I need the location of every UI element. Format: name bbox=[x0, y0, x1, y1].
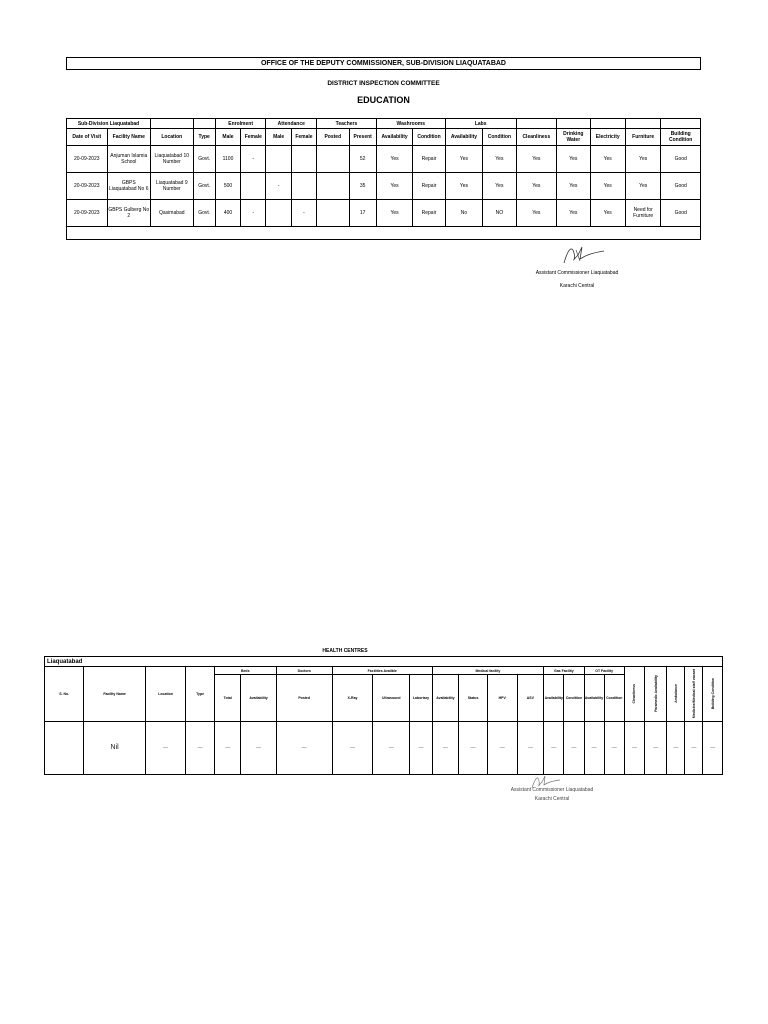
table-cell: — bbox=[667, 722, 685, 775]
column-header: Condition bbox=[604, 675, 624, 722]
health-data-row bbox=[45, 722, 723, 775]
table-cell: Yes bbox=[557, 200, 590, 227]
table-cell: Liaquatabad 9 Number bbox=[151, 173, 194, 200]
table-cell: — bbox=[214, 722, 241, 775]
column-header: HPV bbox=[487, 675, 517, 722]
table-cell bbox=[291, 146, 316, 173]
table-cell: Yes bbox=[516, 173, 557, 200]
teachers-group: Teachers bbox=[317, 119, 377, 129]
column-header: Type bbox=[193, 129, 215, 146]
table-cell: Yes bbox=[376, 173, 412, 200]
table-cell bbox=[291, 173, 316, 200]
attendance-group: Attendance bbox=[266, 119, 317, 129]
health-group-row bbox=[45, 667, 723, 675]
signature-bottom bbox=[487, 787, 617, 802]
column-header: Male bbox=[266, 129, 291, 146]
table-cell: — bbox=[410, 722, 432, 775]
table-cell: — bbox=[645, 722, 667, 775]
column-header: Condition bbox=[564, 675, 584, 722]
column-header: Present bbox=[349, 129, 376, 146]
table-cell: Govt. bbox=[193, 146, 215, 173]
table-cell bbox=[241, 173, 266, 200]
table-cell bbox=[317, 146, 349, 173]
table-row bbox=[67, 173, 701, 200]
table-cell: — bbox=[487, 722, 517, 775]
signature-top-place: Karachi Central bbox=[559, 283, 595, 289]
column-header: Posted bbox=[276, 675, 332, 722]
table-cell: Govt. bbox=[193, 173, 215, 200]
table-cell: NO bbox=[483, 200, 516, 227]
table-row bbox=[67, 200, 701, 227]
column-header: Labortary bbox=[410, 675, 432, 722]
subdivision-label: Sub-Division Liaquatabad bbox=[67, 119, 151, 129]
column-header: Electricity bbox=[590, 129, 625, 146]
table-cell bbox=[45, 722, 84, 775]
table-cell: — bbox=[332, 722, 372, 775]
health-centres-title: HEALTH CENTRES bbox=[322, 648, 368, 654]
table-cell: 17 bbox=[349, 200, 376, 227]
column-header: ASV bbox=[517, 675, 544, 722]
education-table bbox=[66, 118, 701, 240]
column-header: Paramedic Availability bbox=[645, 667, 667, 722]
table-cell: — bbox=[186, 722, 215, 775]
table-cell bbox=[266, 200, 291, 227]
column-header: Ultrasound bbox=[373, 675, 410, 722]
education-header-row bbox=[67, 129, 701, 146]
signature-bottom-place: Karachi Central bbox=[534, 796, 570, 802]
table-cell: Yes bbox=[376, 200, 412, 227]
table-cell: Yes bbox=[625, 146, 660, 173]
office-banner: OFFICE OF THE DEPUTY COMMISSIONER, SUB-DIVISION LIAQUATABAD bbox=[66, 57, 701, 70]
washrooms-group: Washrooms bbox=[376, 119, 445, 129]
table-cell: 52 bbox=[349, 146, 376, 173]
table-cell: GBPS Gulberg No 2 bbox=[107, 200, 151, 227]
table-cell: Yes bbox=[625, 173, 660, 200]
column-header: Drinking Water bbox=[557, 129, 590, 146]
column-header: Ambulance bbox=[667, 667, 685, 722]
nil-cell: Nil bbox=[84, 722, 146, 775]
table-cell: Yes bbox=[557, 146, 590, 173]
signature-top-title: Assistant Commissioner Liaquatabad bbox=[535, 270, 619, 276]
table-cell: 35 bbox=[349, 173, 376, 200]
column-header: Facility Name bbox=[84, 667, 146, 722]
column-header: Building Condition bbox=[703, 667, 723, 722]
table-cell: — bbox=[241, 722, 276, 775]
table-cell bbox=[266, 146, 291, 173]
beds-group: Beds bbox=[214, 667, 276, 675]
table-cell: — bbox=[544, 722, 564, 775]
column-header: Availability bbox=[584, 675, 604, 722]
column-header: Date of Visit bbox=[67, 129, 108, 146]
education-footer-row bbox=[67, 227, 701, 240]
table-cell: — bbox=[584, 722, 604, 775]
column-header: Availability bbox=[445, 129, 482, 146]
table-cell: — bbox=[459, 722, 488, 775]
column-header: Location bbox=[151, 129, 194, 146]
table-cell: Liaquatabad 10 Number bbox=[151, 146, 194, 173]
column-header: Cleanliness bbox=[624, 667, 644, 722]
table-cell: Repair bbox=[413, 200, 445, 227]
table-cell: Govt. bbox=[193, 200, 215, 227]
table-cell: 400 bbox=[215, 200, 240, 227]
ot-facility-group: OT Facility bbox=[584, 667, 624, 675]
table-cell: Yes bbox=[483, 146, 516, 173]
table-cell bbox=[317, 200, 349, 227]
gas-facility-group: Gas Facility bbox=[544, 667, 584, 675]
table-cell: — bbox=[276, 722, 332, 775]
column-header: Female bbox=[241, 129, 266, 146]
table-cell: Yes bbox=[590, 200, 625, 227]
column-header: S. No. bbox=[45, 667, 84, 722]
table-cell: Qasimabad bbox=[151, 200, 194, 227]
column-header: Condition bbox=[413, 129, 445, 146]
committee-title: DISTRICT INSPECTION COMMITTEE bbox=[327, 80, 440, 87]
health-region-row bbox=[45, 657, 723, 667]
table-cell: — bbox=[564, 722, 584, 775]
table-cell: — bbox=[703, 722, 723, 775]
table-cell: Yes bbox=[483, 173, 516, 200]
table-cell: GBPS Liaquatabad No 6 bbox=[107, 173, 151, 200]
table-cell: Yes bbox=[445, 173, 482, 200]
enrolment-group: Enrolment bbox=[215, 119, 266, 129]
table-cell: Yes bbox=[516, 146, 557, 173]
column-header: Availability bbox=[544, 675, 564, 722]
column-header: Condition bbox=[483, 129, 516, 146]
table-cell: Anjuman Islamia School bbox=[107, 146, 151, 173]
column-header: Total bbox=[214, 675, 241, 722]
table-cell: — bbox=[624, 722, 644, 775]
column-header: Availability bbox=[241, 675, 276, 722]
education-group-row bbox=[67, 119, 701, 129]
table-cell: Good bbox=[661, 173, 701, 200]
column-header: Posted bbox=[317, 129, 349, 146]
column-header: Status bbox=[459, 675, 488, 722]
facilities-group: Facilities Availble bbox=[332, 667, 432, 675]
column-header: Cleanliness bbox=[516, 129, 557, 146]
column-header: Female bbox=[291, 129, 316, 146]
table-cell: 20-09-2023 bbox=[67, 173, 108, 200]
column-header: Building Condition bbox=[661, 129, 701, 146]
table-cell: — bbox=[604, 722, 624, 775]
table-cell: 500 bbox=[215, 173, 240, 200]
column-header: Type bbox=[186, 667, 215, 722]
signature-bottom-title: Assistant Commissioner Liaquatabad bbox=[510, 787, 594, 793]
table-cell: 20-09-2023 bbox=[67, 200, 108, 227]
column-header: Availability bbox=[376, 129, 412, 146]
table-cell: - bbox=[291, 200, 316, 227]
table-cell: — bbox=[373, 722, 410, 775]
table-cell: Yes bbox=[590, 146, 625, 173]
table-cell: — bbox=[685, 722, 703, 775]
column-header: Medicine/Medical staff vacant bbox=[685, 667, 703, 722]
table-cell: 20-09-2023 bbox=[67, 146, 108, 173]
table-cell: No bbox=[445, 200, 482, 227]
table-cell: Need for Furniture bbox=[625, 200, 660, 227]
column-header: Male bbox=[215, 129, 240, 146]
column-header: Facility Name bbox=[107, 129, 151, 146]
column-header: Location bbox=[145, 667, 185, 722]
column-header: Availability bbox=[432, 675, 459, 722]
table-cell: - bbox=[266, 173, 291, 200]
table-cell: 1100 bbox=[215, 146, 240, 173]
table-cell bbox=[317, 173, 349, 200]
health-region-label: Liaquatabad bbox=[45, 657, 723, 667]
signature-mark-top bbox=[558, 241, 608, 269]
table-cell: Yes bbox=[590, 173, 625, 200]
table-cell: - bbox=[241, 200, 266, 227]
column-header: Furniture bbox=[625, 129, 660, 146]
health-centres-table bbox=[44, 656, 723, 775]
table-cell: — bbox=[432, 722, 459, 775]
doctors-group: Doctors bbox=[276, 667, 332, 675]
column-header: X-Ray bbox=[332, 675, 372, 722]
table-cell: Yes bbox=[445, 146, 482, 173]
table-cell: Yes bbox=[376, 146, 412, 173]
section-title: EDUCATION bbox=[357, 95, 410, 105]
signature-top bbox=[512, 270, 642, 289]
table-cell: — bbox=[517, 722, 544, 775]
table-cell: Good bbox=[661, 200, 701, 227]
table-cell: — bbox=[145, 722, 185, 775]
table-cell: - bbox=[241, 146, 266, 173]
table-cell: Repair bbox=[413, 173, 445, 200]
medical-facility-group: Medical facility bbox=[432, 667, 544, 675]
table-cell: Repair bbox=[413, 146, 445, 173]
table-cell: Good bbox=[661, 146, 701, 173]
table-row bbox=[67, 146, 701, 173]
table-cell: Yes bbox=[516, 200, 557, 227]
labs-group: Labs bbox=[445, 119, 516, 129]
table-cell: Yes bbox=[557, 173, 590, 200]
